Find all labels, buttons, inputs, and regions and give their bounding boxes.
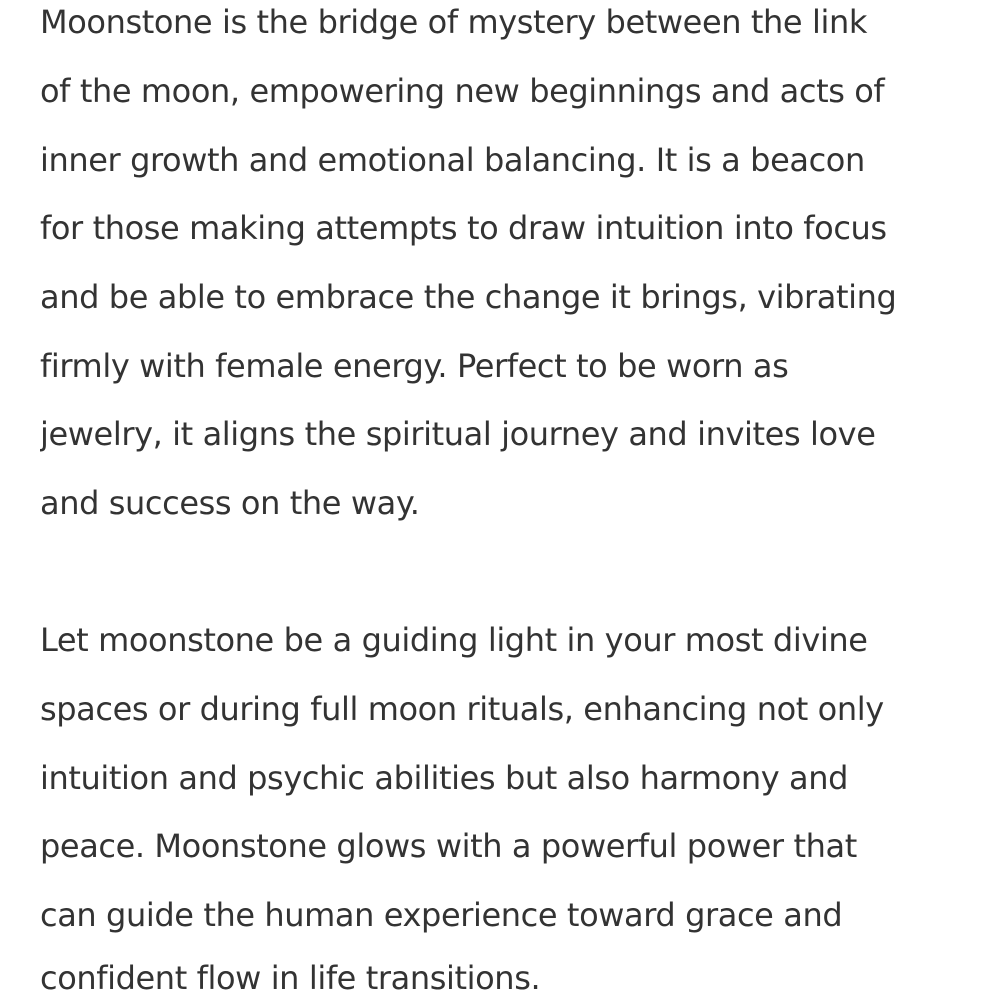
text-line: spaces or during full moon rituals, enhancing not only bbox=[40, 690, 884, 728]
text-line: Moonstone is the bridge of mystery between the link bbox=[40, 3, 867, 41]
text-line: peace. Moonstone glows with a powerful power that bbox=[40, 827, 857, 865]
text-line: of the moon, empowering new beginnings and acts of bbox=[40, 72, 885, 110]
text-line: intuition and psychic abilities but also harmony and bbox=[40, 759, 849, 797]
text-line: inner growth and emotional balancing. It is a beacon bbox=[40, 141, 865, 179]
text-line: Let moonstone be a guiding light in your most divine bbox=[40, 621, 868, 659]
text-line: and be able to embrace the change it brings, vibrating bbox=[40, 278, 897, 316]
article-body bbox=[40, 0, 1000, 1000]
text-line: firmly with female energy. Perfect to be worn as bbox=[40, 347, 789, 385]
text-line: confident flow in life transitions. bbox=[40, 959, 541, 997]
text-line: can guide the human experience toward grace and bbox=[40, 896, 843, 934]
text-line: and success on the way. bbox=[40, 484, 420, 522]
text-line: jewelry, it aligns the spiritual journey and invites love bbox=[40, 415, 876, 453]
text-line: for those making attempts to draw intuition into focus bbox=[40, 209, 887, 247]
